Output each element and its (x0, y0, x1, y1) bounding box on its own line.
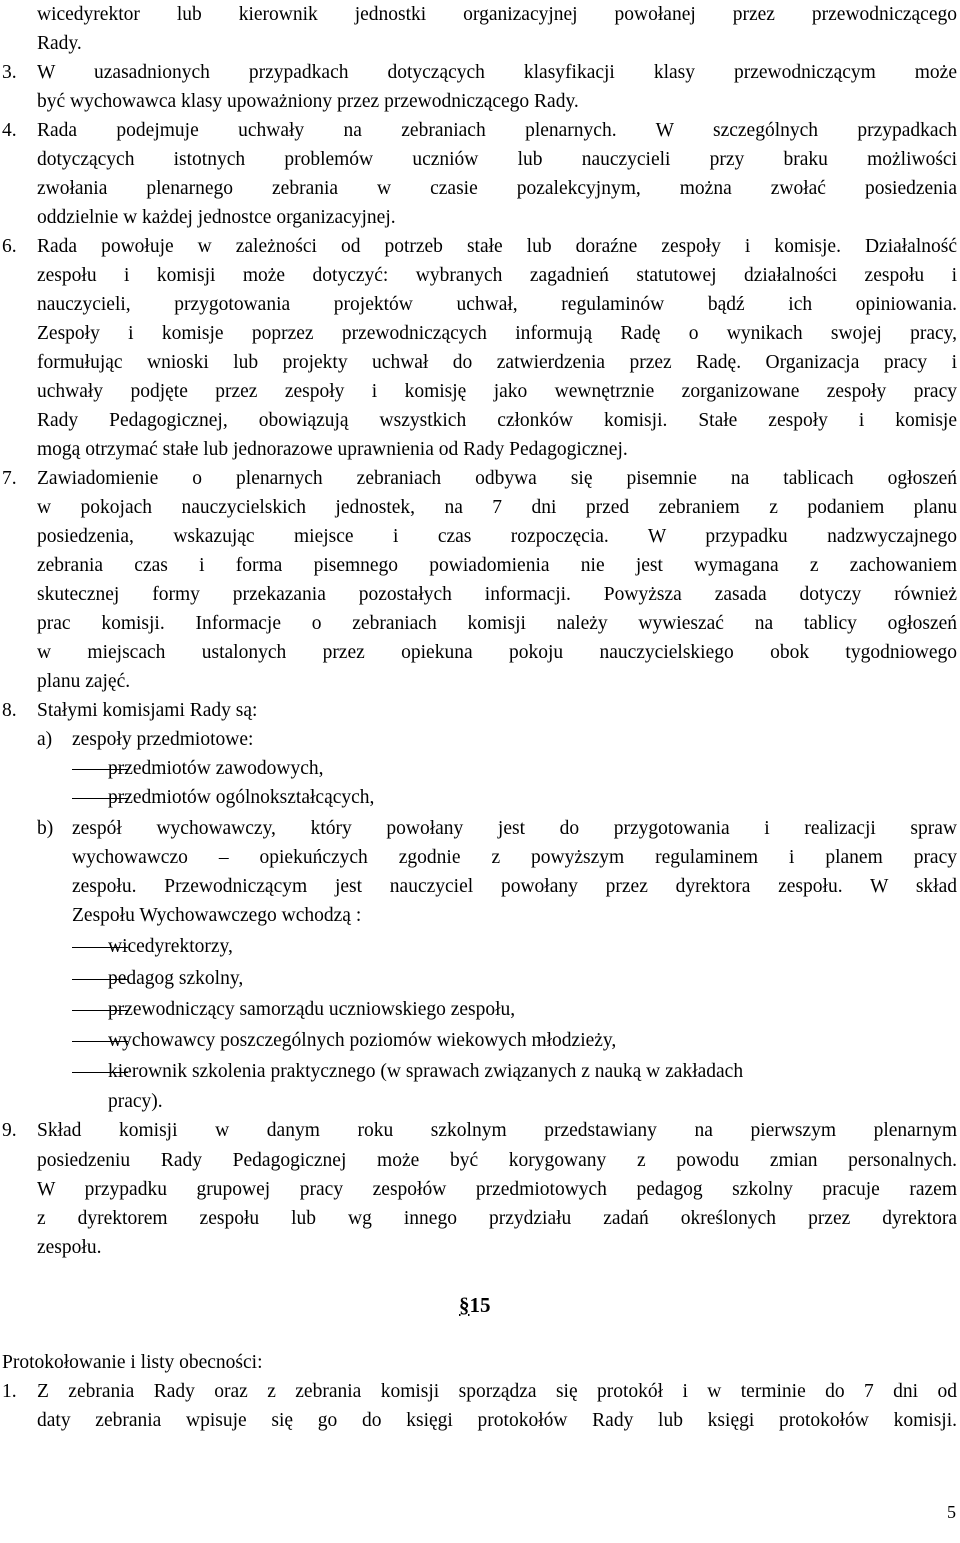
paragraph-line: wicedyrektor lub kierownik jednostki organizacyjnej powołanej przez przewodniczącego (37, 4, 957, 25)
dash-item-text: przewodniczący samorządu uczniowskiego zespołu, (108, 999, 516, 1020)
paragraph-line: Stałymi komisjami Rady są: (37, 700, 258, 721)
paragraph-line: z dyrektorem zespołu lub wg innego przydziału zadań określonych przez dyrektora (37, 1208, 957, 1229)
dash-item-text: pracy). (108, 1091, 163, 1112)
dash-list-item (0, 964, 957, 993)
paragraph-line: W przypadku grupowej pracy zespołów przedmiotowych pedagog szkolny pracuje razem (37, 1179, 957, 1200)
paragraph-line: prac komisji. Informacje o zebraniach komisji należy wywieszać na tablicy ogłoszeń (37, 613, 957, 634)
paragraph-line: planu zajęć. (37, 671, 131, 692)
paragraph-line: skutecznej formy przekazania pozostałych informacji. Powyższa zasada dotyczy również (37, 584, 957, 605)
dash-item-text: pedagog szkolny, (108, 968, 244, 989)
dash-item-text: przedmiotów ogólnokształcących, (108, 787, 375, 808)
paragraph-line: uchwały podjęte przez zespoły i komisję jako wewnętrznie zorganizowane zespoły pracy (37, 381, 957, 402)
dash-item-text: kierownik szkolenia praktycznego (w sprawach związanych z nauką w zakładach (108, 1061, 744, 1082)
dash-item-text: przedmiotów zawodowych, (108, 758, 324, 779)
list-number: 9. (2, 1120, 17, 1141)
dash-list-item (0, 754, 957, 783)
paragraph-line: posiedzenia, wskazując miejsce i czas rozpoczęcia. W przypadku nadzwyczajnego (37, 526, 957, 547)
paragraph-line: Zawiadomienie o plenarnych zebraniach odbywa się pisemnie na tablicach ogłoszeń (37, 468, 957, 489)
page-number: 5 (947, 1502, 956, 1522)
paragraph-line: Z zebrania Rady oraz z zebrania komisji sporządza się protokół i w terminie do 7 dni od (37, 1381, 957, 1402)
paragraph-line: nauczycieli, przygotowania projektów uchwał, regulaminów bądź ich opiniowania. (37, 294, 957, 315)
paragraph-line: być wychowawca klasy upoważniony przez przewodniczącego Rady. (37, 91, 579, 112)
dash-item-text: wicedyrektorzy, (108, 936, 233, 957)
sublist-label: zespoły przedmiotowe: (72, 729, 254, 750)
paragraph-line: dotyczących istotnych problemów uczniów lub nauczycieli przy braku możliwości (37, 149, 957, 170)
paragraph-line: Rada podejmuje uchwały na zebraniach plenarnych. W szczególnych przypadkach (37, 120, 957, 141)
list-number: 3. (2, 62, 17, 83)
list-number: 4. (2, 120, 17, 141)
paragraph-line: zespół wychowawczy, który powołany jest do przygotowania i realizacji spraw (72, 818, 957, 839)
paragraph-line: zespołu. (37, 1237, 102, 1258)
paragraph-line: formułując wnioski lub projekty uchwał do zatwierdzenia przez Radę. Organizacja pracy i (37, 352, 957, 373)
paragraph-line: w miejscach ustalonych przez opiekuna pokoju nauczycielskiego obok tygodniowego (37, 642, 957, 663)
paragraph-line: Rada powołuje w zależności od potrzeb stałe lub doraźne zespoły i komisje. Działalność (37, 236, 957, 257)
section-number: 15 (469, 1293, 491, 1317)
paragraph-line: zespołu i komisji może dotyczyć: wybranych zagadnień statutowej działalności zespołu i (37, 265, 957, 286)
list-number: 6. (2, 236, 17, 257)
paragraph-line: Skład komisji w danym roku szkolnym przedstawiany na pierwszym plenarnym (37, 1120, 957, 1141)
paragraph-line: zwołania plenarnego zebrania w czasie pozalekcyjnym, można zwołać posiedzenia (37, 178, 957, 199)
dash-list-item (0, 1057, 957, 1086)
paragraph-line: Rady. (37, 33, 82, 54)
list-number: 8. (2, 700, 17, 721)
paragraph-line: zespołu. Przewodniczącym jest nauczyciel powołany przez dyrektora zespołu. W skład (72, 876, 957, 897)
dash-list-item (0, 995, 957, 1024)
paragraph-line: Rady Pedagogicznej, obowiązują wszystkich członków komisji. Stałe zespoły i komisje (37, 410, 957, 431)
paragraph-line: zebrania czas i forma pisemnego powiadomienia nie jest wymagana z zachowaniem (37, 555, 957, 576)
paragraph-line: mogą otrzymać stałe lub jednorazowe uprawnienia od Rady Pedagogicznej. (37, 439, 628, 460)
dash-list-item (0, 1026, 957, 1055)
paragraph-line: Zespoły i komisje poprzez przewodniczących informują Radę o wynikach swojej pracy, (37, 323, 957, 344)
paragraph-line: wychowawczo – opiekuńczych zgodnie z powyższym regulaminem i planem pracy (72, 847, 957, 868)
dash-item-text: wychowawcy poszczególnych poziomów wiekowych młodzieży, (108, 1030, 617, 1051)
dash-list-item (0, 932, 957, 961)
paragraph-line: posiedzeniu Rady Pedagogicznej może być korygowany z powodu zmian personalnych. (37, 1150, 957, 1171)
paragraph-line: oddzielnie w każdej jednostce organizacyjnej. (37, 207, 396, 228)
paragraph-line: W uzasadnionych przypadkach dotyczących klasyfikacji klasy przewodniczącym może (37, 62, 957, 83)
paragraph-line: Zespołu Wychowawczego wchodzą : (72, 905, 362, 926)
list-number: 7. (2, 468, 17, 489)
sublist-marker: b) (37, 818, 54, 839)
dash-list-item (0, 783, 957, 812)
list-number: 1. (2, 1381, 17, 1402)
protocol-heading: Protokołowanie i listy obecności: (2, 1352, 263, 1373)
paragraph-line: w pokojach nauczycielskich jednostek, na 7 dni przed zebraniem z podaniem planu (37, 497, 957, 518)
sublist-marker: a) (37, 729, 53, 750)
section-heading (459, 1291, 491, 1321)
section-symbol: § (459, 1293, 470, 1317)
paragraph-line: daty zebrania wpisuje się go do księgi protokołów Rady lub księgi protokołów komisji. (37, 1410, 957, 1431)
